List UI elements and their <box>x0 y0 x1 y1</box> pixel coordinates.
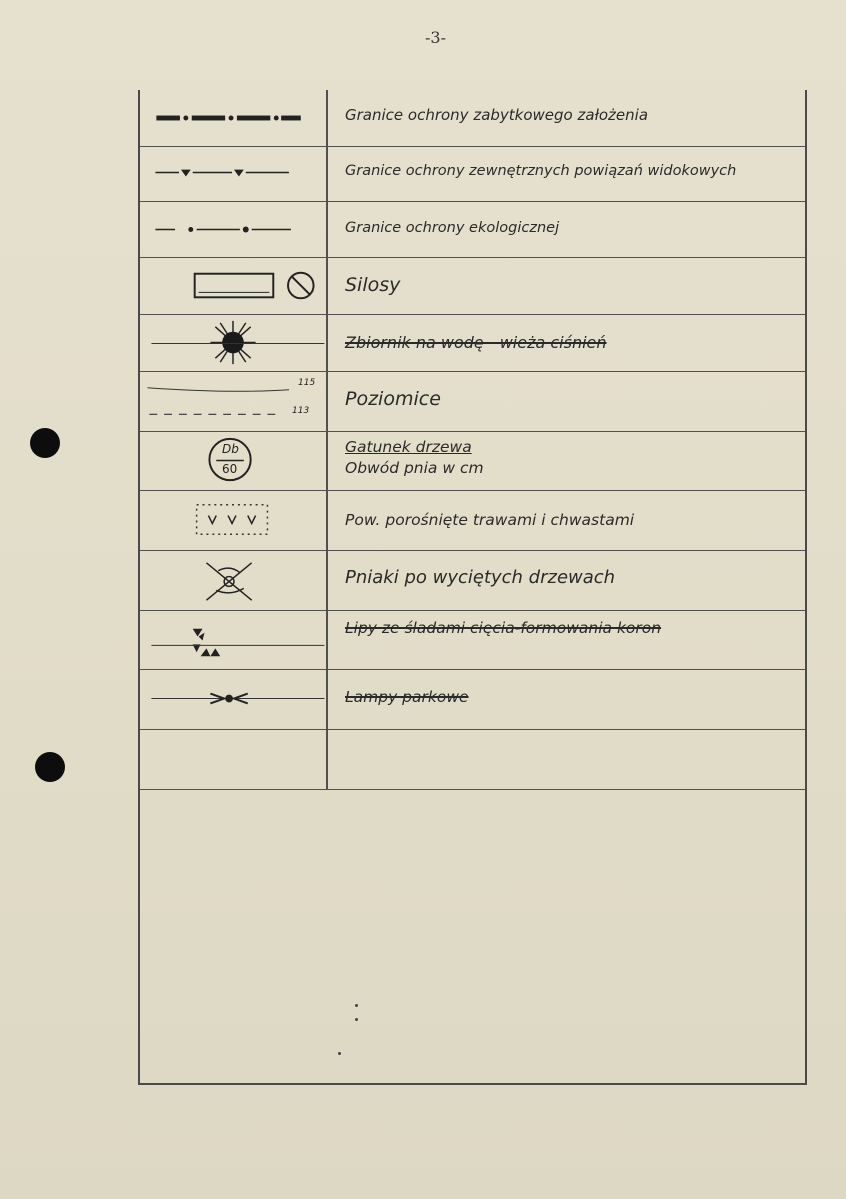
legend-row <box>140 670 805 730</box>
legend-row <box>140 551 805 611</box>
legend-label: Pow. porośnięte trawami i chwastami <box>345 511 635 529</box>
legend-row <box>140 90 805 147</box>
legend-label: Gatunek drzewa <box>345 438 472 456</box>
legend-label: Lampy parkowe <box>345 688 469 706</box>
legend-row <box>140 258 805 315</box>
contour-value-upper: 115 <box>298 378 316 388</box>
legend-row-empty <box>140 730 805 790</box>
legend-row <box>140 202 805 258</box>
legend-label: Granice ochrony zewnętrznych powiązań widokowych <box>345 163 737 179</box>
trunk-circumference: 60 <box>222 462 238 476</box>
tree-species-code: Db <box>222 442 239 456</box>
legend-row <box>140 372 805 432</box>
legend-label: Granice ochrony ekologicznej <box>345 220 560 236</box>
punch-hole-top <box>30 428 60 458</box>
lime-tree-icon <box>140 611 326 669</box>
water-tower-icon <box>140 315 326 371</box>
legend-label: Lipy ze śladami cięcia-formowania koron <box>345 619 662 637</box>
dash-dot-boundary-icon <box>140 90 326 146</box>
legend-label: Granice ochrony zabytkowego założenia <box>345 106 649 124</box>
legend-row <box>140 611 805 670</box>
legend-label-secondary: Obwód pnia w cm <box>345 459 484 477</box>
dot-line-boundary-icon <box>140 202 326 257</box>
legend-label: Zbiornik na wodę - wieża ciśnień <box>345 333 607 352</box>
legend-row <box>140 432 805 491</box>
legend-row <box>140 315 805 372</box>
legend-table <box>138 90 807 1085</box>
legend-label: Pniaki po wyciętych drzewach <box>345 567 616 588</box>
punch-hole-bottom <box>35 752 65 782</box>
legend-label: Poziomice <box>345 388 441 410</box>
grass-area-icon <box>140 491 326 550</box>
triangle-line-boundary-icon <box>140 147 326 201</box>
page-number: -3- <box>425 28 446 47</box>
park-lamp-icon <box>140 670 326 729</box>
stump-icon <box>140 551 326 610</box>
legend-row <box>140 491 805 551</box>
legend-row <box>140 147 805 202</box>
legend-label: Silosy <box>345 274 401 296</box>
tree-species-icon <box>140 432 326 490</box>
blank-area <box>140 790 805 1083</box>
silo-icon <box>140 258 326 314</box>
contour-value-lower: 113 <box>292 406 310 416</box>
